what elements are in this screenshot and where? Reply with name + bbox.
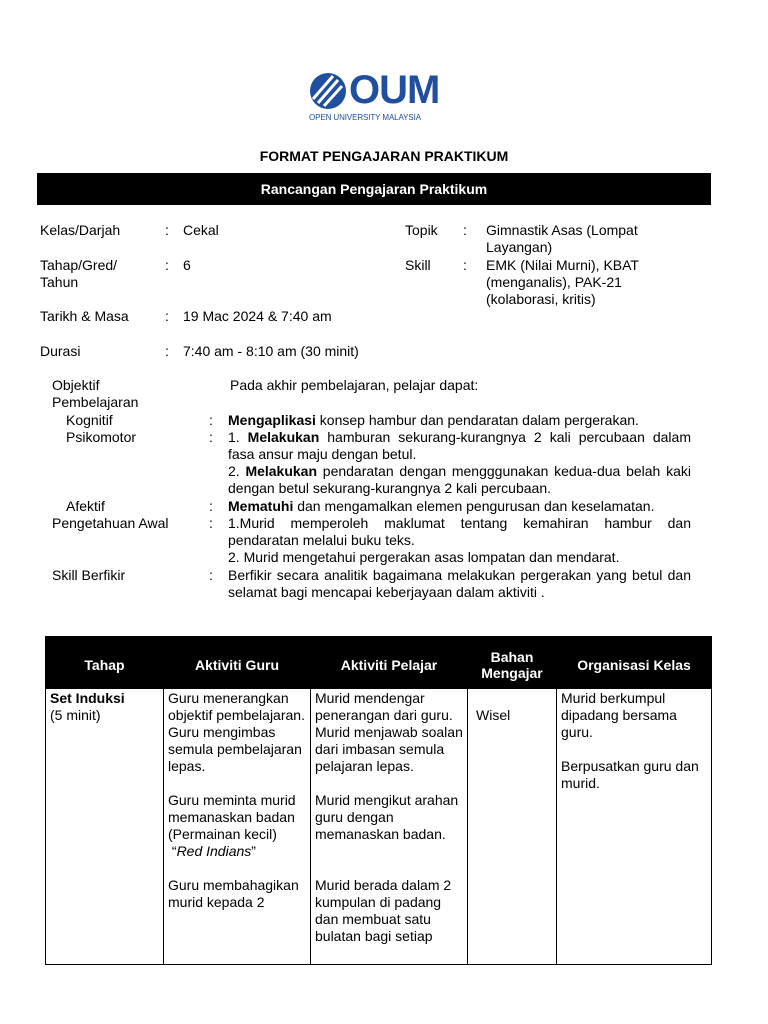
lesson-plan-table <box>45 636 712 965</box>
document-title: FORMAT PENGAJARAN PRAKTIKUM <box>259 148 509 164</box>
colon: : <box>209 412 213 428</box>
cell-tahap <box>46 689 164 965</box>
cell-aktiviti-guru <box>164 689 311 965</box>
tahap-label-2: Tahun <box>40 274 79 290</box>
skill-value-2: (menganalis), PAK-21 <box>486 274 622 290</box>
colon: : <box>165 222 169 238</box>
objektif-label-1: Objektif <box>52 377 100 393</box>
kelas-value: Cekal <box>183 222 219 238</box>
logo-wordmark: OUM <box>349 68 440 112</box>
afektif-verb: Mematuhi <box>228 498 294 514</box>
pelajar-activity-3: Murid berada dalam 2 kumpulan di padang dan membuat satu bulatan bagi setiap <box>315 877 452 944</box>
topik-label: Topik <box>405 222 438 238</box>
skill-value-3: (kolaborasi, kritis) <box>486 291 596 307</box>
skill-value-1: EMK (Nilai Murni), KBAT <box>486 257 639 273</box>
guru-activity-2: Guru meminta murid memanaskan badan (Permainan kecil) <box>168 792 296 842</box>
kognitif-verb: Mengaplikasi <box>228 412 316 428</box>
psiko1-verb: Melakukan <box>247 429 320 445</box>
colon: : <box>165 308 169 324</box>
topik-value-1: Gimnastik Asas (Lompat <box>486 222 638 238</box>
tahap-value: 6 <box>183 257 191 273</box>
game-name: Red Indians <box>176 843 252 859</box>
colon: : <box>165 257 169 273</box>
close-quote: ” <box>251 843 256 859</box>
skill-berfikir-text: Berfikir secara analitik bagaimana melakukan pergerakan yang betul dan selamat bagi mencapai keberjayaan dalam aktiviti . <box>228 567 691 600</box>
pelajar-activity-2: Murid mengikut arahan guru dengan memanaskan badan. <box>315 792 459 842</box>
logo-subtitle: OPEN UNIVERSITY MALAYSIA <box>309 113 422 122</box>
psikomotor-label: Psikomotor <box>66 429 137 445</box>
colon: : <box>463 222 467 238</box>
skill-label: Skill <box>405 257 431 273</box>
cell-organisasi-kelas <box>557 689 712 965</box>
durasi-value: 7:40 am - 8:10 am (30 minit) <box>183 343 359 359</box>
header-tahap: Tahap <box>46 637 164 689</box>
tarikh-value: 19 Mac 2024 & 7:40 am <box>183 308 332 324</box>
header-organisasi-kelas: Organisasi Kelas <box>557 637 712 689</box>
pengetahuan-text-1: 1.Murid memperoleh maklumat tentang kemahiran hambur dan pendaratan melalui buku teks. <box>228 515 691 548</box>
header-aktiviti-guru: Aktiviti Guru <box>164 637 311 689</box>
skill-berfikir-label: Skill Berfikir <box>52 567 126 583</box>
guru-activity-1: Guru menerangkan objektif pembelajaran. Guru mengimbas semula pembelajaran lepas. <box>168 690 305 774</box>
afektif-label: Afektif <box>66 498 105 514</box>
tahap-time: (5 minit) <box>50 707 101 723</box>
pengetahuan-label: Pengetahuan Awal <box>52 515 169 531</box>
durasi-label: Durasi <box>40 343 81 359</box>
colon: : <box>165 343 169 359</box>
psikomotor-text-2 <box>228 463 691 497</box>
guru-activity-3 <box>168 843 306 860</box>
colon: : <box>209 498 213 514</box>
cell-bahan-mengajar <box>468 689 557 965</box>
objektif-label-2: Pembelajaran <box>52 394 139 410</box>
tarikh-label: Tarikh & Masa <box>40 308 129 324</box>
psikomotor-text-1 <box>228 429 691 463</box>
kognitif-rest: konsep hambur dan pendaratan dalam pergerakan. <box>315 412 639 428</box>
colon: : <box>463 257 467 273</box>
open-quote: “ <box>171 843 177 859</box>
organisasi-1: Murid berkumpul dipadang bersama guru. <box>561 690 677 740</box>
pengetahuan-text-2: 2. Murid mengetahui pergerakan asas lompatan dan mendarat. <box>228 549 620 565</box>
colon: : <box>209 567 213 583</box>
tahap-label-1: Tahap/Gred/ <box>40 257 118 273</box>
psiko1-rest: hamburan sekurang-kurangnya 2 kali percubaan dalam fasa ansur maju dengan betul. <box>228 429 691 462</box>
psiko2-verb: Melakukan <box>245 463 318 479</box>
afektif-rest: dan mengamalkan elemen pengurusan dan keselamatan. <box>293 498 655 514</box>
guru-activity-4: Guru membahagikan murid kepada 2 <box>168 877 299 910</box>
table-row <box>46 689 712 965</box>
table-header-row <box>46 637 712 689</box>
oum-globe-icon <box>309 72 347 110</box>
objektif-intro: Pada akhir pembelajaran, pelajar dapat: <box>230 377 479 393</box>
kelas-label: Kelas/Darjah <box>40 222 121 238</box>
organisasi-2: Berpusatkan guru dan murid. <box>561 758 699 791</box>
tahap-title: Set Induksi <box>50 690 125 706</box>
kognitif-label: Kognitif <box>66 412 113 428</box>
topik-value-2: Layangan) <box>486 239 553 255</box>
psiko2-rest: pendaratan dengan mengggunakan kedua-dua belah kaki dengan betul sekurang-kurangnya 2 kali percubaan. <box>228 463 691 496</box>
header-aktiviti-pelajar: Aktiviti Pelajar <box>311 637 468 689</box>
kognitif-text <box>228 412 691 429</box>
bahan-value: Wisel <box>476 707 511 723</box>
psiko1-prefix: 1. <box>228 429 248 445</box>
header-bahan-mengajar: Bahan Mengajar <box>468 637 557 689</box>
section-banner: Rancangan Pengajaran Praktikum <box>37 173 711 205</box>
cell-aktiviti-pelajar <box>311 689 468 965</box>
psiko2-prefix: 2. <box>228 463 246 479</box>
oum-logo <box>309 68 440 122</box>
colon: : <box>209 515 213 531</box>
pelajar-activity-1: Murid mendengar penerangan dari guru. Murid menjawab soalan dari imbasan semula pelajaran lepas. <box>315 690 463 774</box>
afektif-text <box>228 498 691 515</box>
colon: : <box>209 429 213 445</box>
